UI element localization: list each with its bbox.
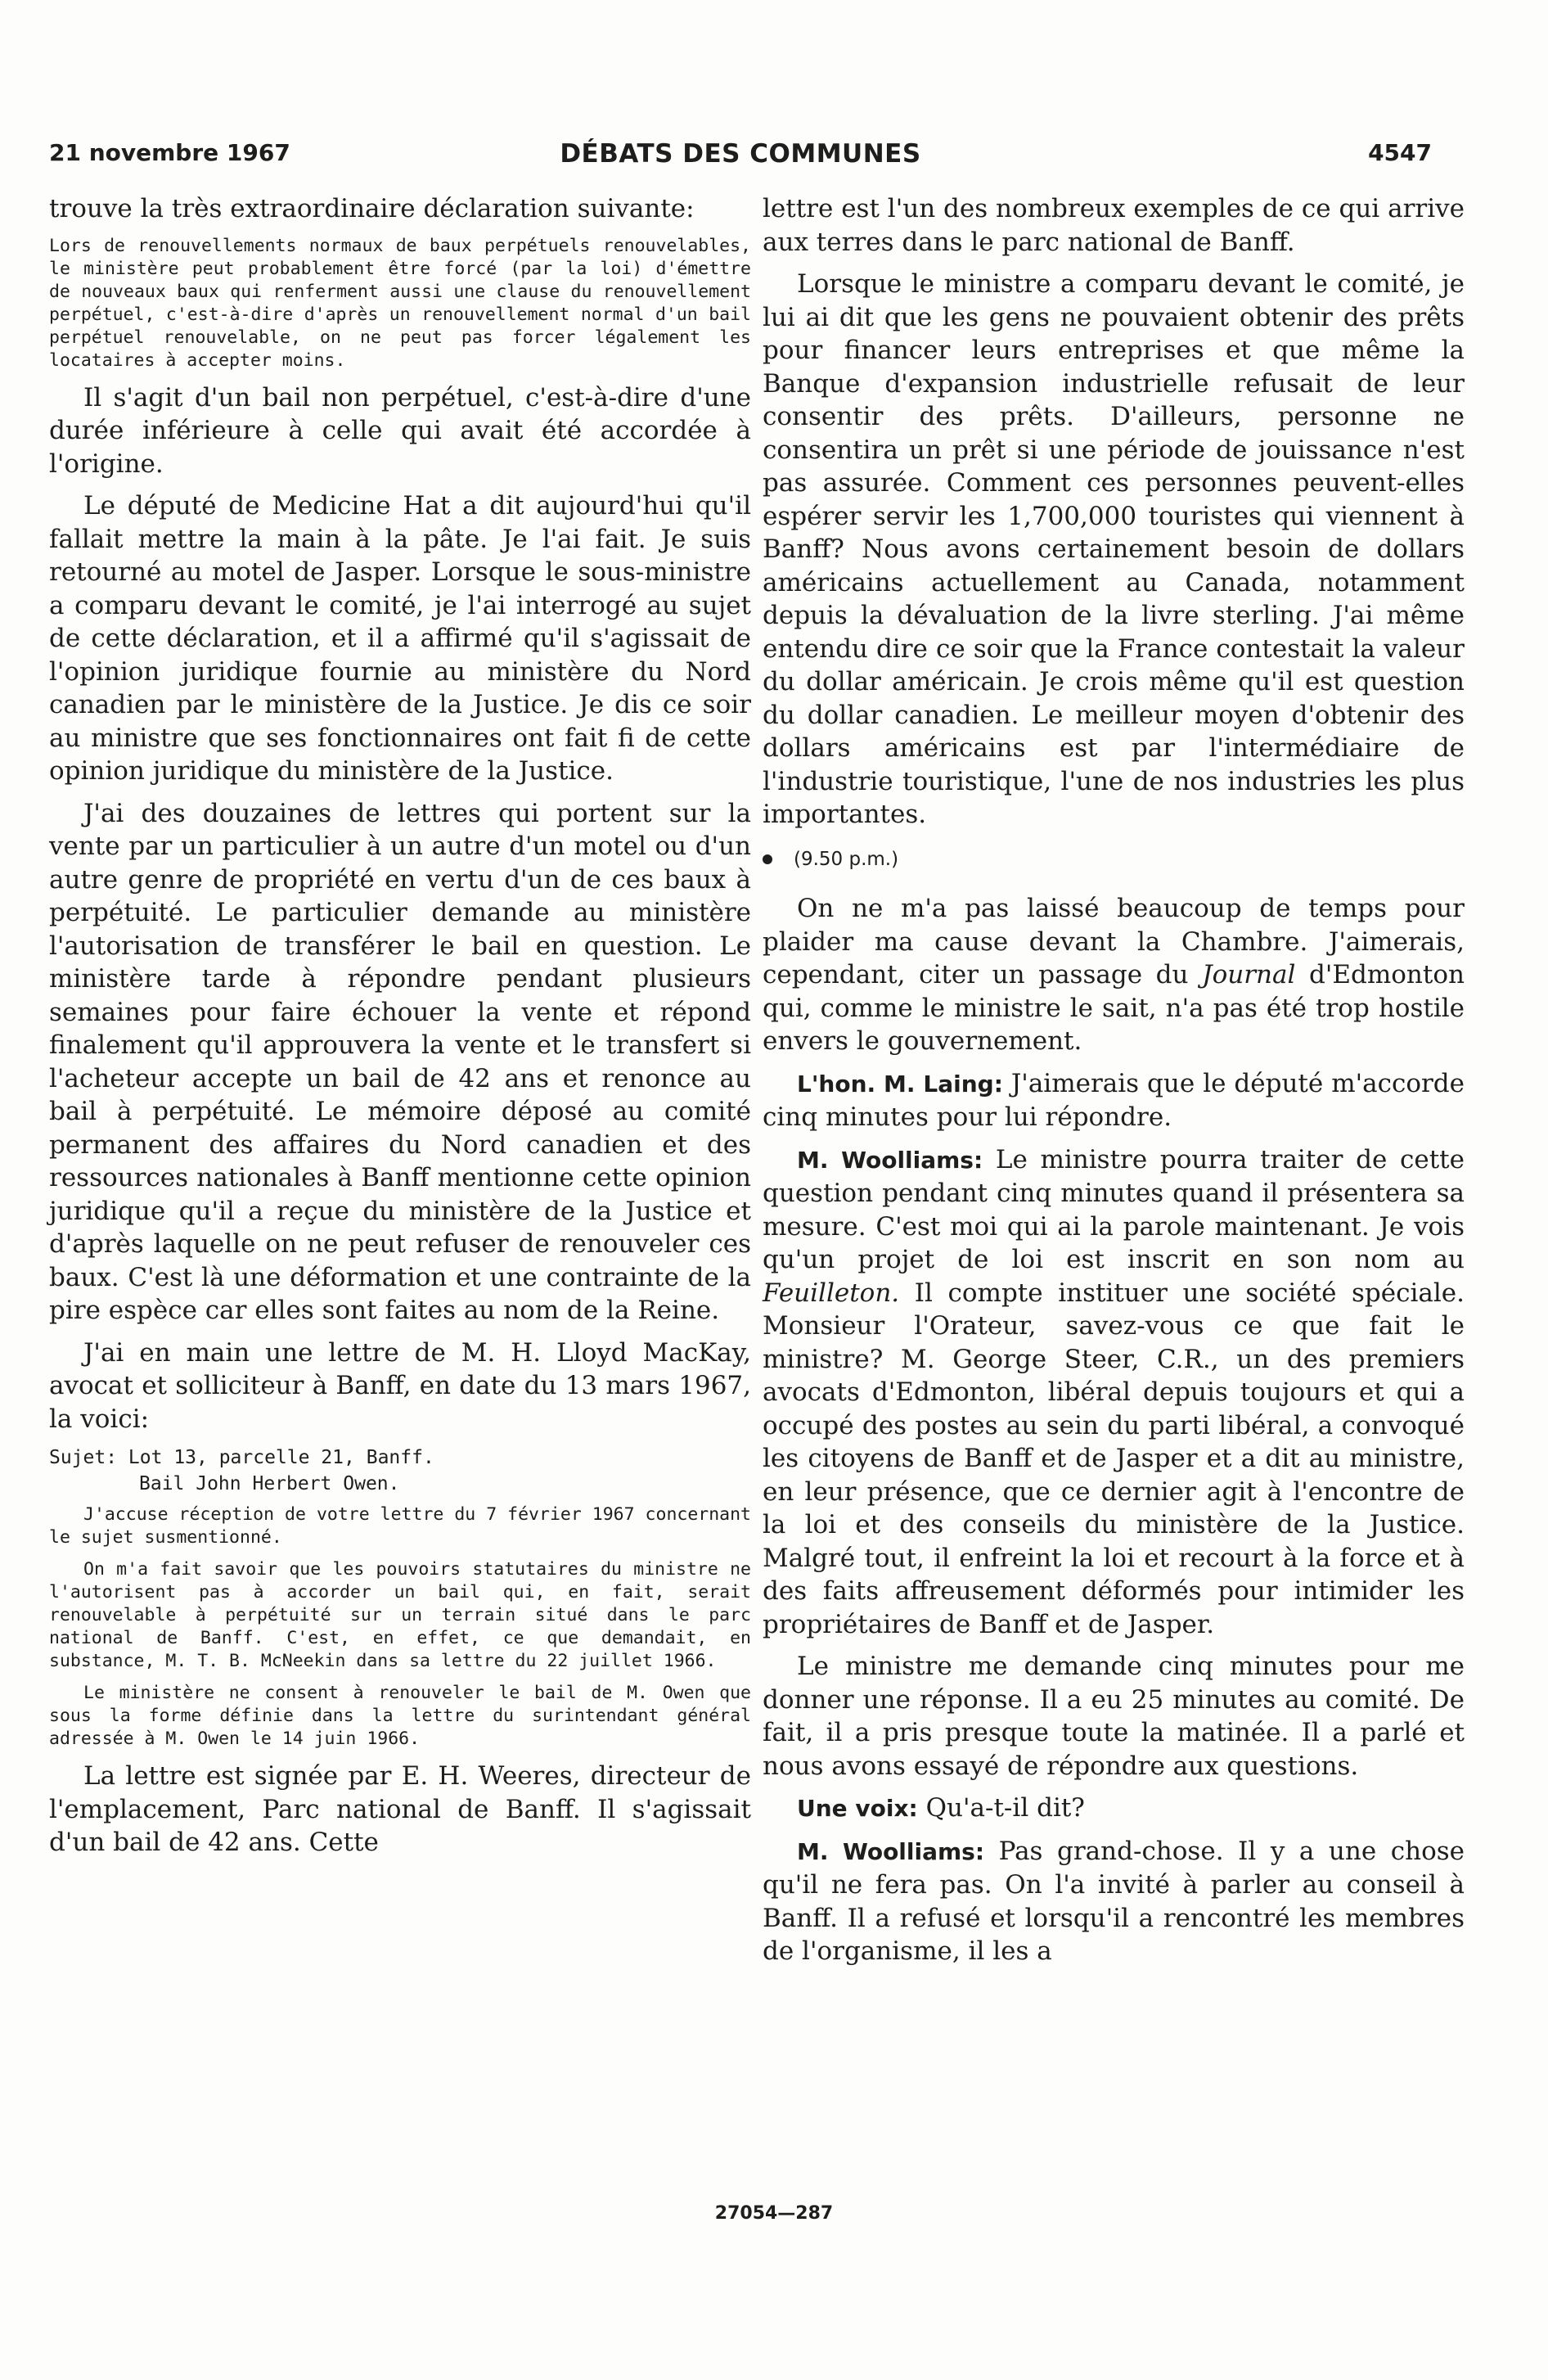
subject-line: Sujet: Lot 13, parcelle 21, Banff. <box>49 1447 434 1468</box>
header-date: 21 novembre 1967 <box>49 139 290 166</box>
speech-text: J'aimerais que le député m'accorde cinq minutes pour lui répondre. <box>763 1068 1465 1132</box>
paragraph: J'ai en main une lettre de M. H. Lloyd MacKay, avocat et solliciteur à Banff, en date du 13 mars 1967, la voici: <box>49 1337 751 1434</box>
paragraph: lettre est l'un des nombreux exemples de ce qui arrive aux terres dans le parc national de Banff. <box>763 194 1465 257</box>
speech-text: Le ministre pourra traiter de cette question pendant cinq minutes quand il présentera sa mesure. C'est moi qui ai la parole maintenant. Je vois qu'un projet de loi est inscrit en son nom au <box>763 1144 1465 1274</box>
speech <box>763 1792 1465 1826</box>
page-header <box>49 131 1432 180</box>
quotation: Lors de renouvellements normaux de baux perpétuels renouvelables, le ministère peut probablement être forcé (par la loi) d'émettre de nouveaux baux qui renferment aussi une clause du renouvellement perpétuel, c'est-à-dire d'après un renouvellement normal d'un bail perpétuel renouvelable, on ne peut pas forcer légalement les locataires à accepter moins. <box>49 235 751 371</box>
left-column <box>49 192 751 1868</box>
paragraph: Le ministre me demande cinq minutes pour me donner une réponse. Il a eu 25 minutes au comité. De fait, il a pris presque toute la matinée. Il a parlé et nous avons essayé de répondre aux questions. <box>763 1652 1465 1781</box>
text-run: d'Edmonton qui, comme le ministre le sait, n'a pas été trop hostile envers le gouvernement. <box>763 960 1465 1056</box>
subject-line: Bail John Herbert Owen. <box>139 1473 400 1494</box>
paragraph: Il s'agit d'un bail non perpétuel, c'est-à-dire d'une durée inférieure à celle qui avait été accordée à l'origine. <box>49 382 751 479</box>
journal-title: Journal <box>1202 960 1296 989</box>
feuilleton-title: Feuilleton. <box>763 1278 900 1308</box>
page-footer-code: 27054—287 <box>714 2203 834 2224</box>
speech-text: Qu'a-t-il dit? <box>917 1793 1085 1823</box>
letter-subject <box>49 1445 751 1497</box>
paragraph: Lorsque le ministre a comparu devant le comité, je lui ai dit que les gens ne pouvaient obtenir des prêts pour financer leurs entreprises et que même la Banque d'expansion industrielle refusait de leur consentir des prêts. D'ailleurs, personne ne consentira un prêt si une période de jouissance n'est pas assurée. Comment ces personnes peuvent-elles espérer servir les 1,700,000 touristes qui viennent à Banff? Nous avons certainement besoin de dollars américains actuellement au Canada, notamment depuis la dévaluation de la livre sterling. J'ai même entendu dire ce soir que la France contestait la valeur du dollar américain. Je crois même qu'il est question du dollar canadien. Le meilleur moyen d'obtenir des dollars américains est par l'intermédiaire de l'industrie touristique, l'une de nos industries les plus importantes. <box>763 269 1465 829</box>
speaker-name: M. Woolliams: <box>797 1146 983 1174</box>
speech <box>763 1067 1465 1134</box>
speech <box>763 1835 1465 1968</box>
speech-text: Il compte instituer une société spéciale. Monsieur l'Orateur, savez-vous ce que fait le ministre? M. George Steer, C.R., un des premiers avocats d'Edmonton, libéral depuis toujours et qui a occupé des postes au sein du parti libéral, a convoqué les citoyens de Banff et de Jasper et a dit au ministre, en leur présence, que ce dernier agit à l'encontre de la loi et des conseils du ministère de la Justice. Malgré tout, il enfreint la loi et recourt à la force et à des faits affreusement déformés pour intimider les propriétaires de Banff et de Jasper. <box>763 1278 1465 1639</box>
paragraph: J'ai des douzaines de lettres qui portent sur la vente par un particulier à un autre d'un motel ou d'un autre genre de propriété en vertu d'un de ces baux à perpétuité. Le particulier demande au ministère l'autorisation de transférer le bail en question. Le ministère tarde à répondre pendant plusieurs semaines pour faire échouer la vente et répond finalement qu'il approuvera la vente et le transfert si l'acheteur accepte un bail de 42 ans et renonce au bail à perpétuité. Le mémoire déposé au comité permanent des affaires du Nord canadien et des ressources nationales à Banff mentionne cette opinion juridique qu'il a reçue du ministère de la Justice et d'après laquelle on ne peut refuser de renouveler ces baux. C'est là une déformation et une contrainte de la pire espèce car elles sont faites au nom de la Reine. <box>49 798 751 1325</box>
speaker-name: M. Woolliams: <box>797 1837 985 1865</box>
paragraph: trouve la très extraordinaire déclaration suivante: <box>49 194 695 223</box>
paragraph <box>763 892 1465 1058</box>
quotation: Le ministère ne consent à renouveler le bail de M. Owen que sous la forme définie dans la lettre du surintendant général adressée à M. Owen le 14 juin 1966. <box>49 1683 751 1749</box>
quotation: On m'a fait savoir que les pouvoirs statutaires du ministre ne l'autorisent pas à accorder un bail qui, en fait, serait renouvelable à perpétuité sur un terrain situé dans le parc national de Banff. C'est, en effet, ce que demandait, en substance, M. T. B. McNeekin dans sa lettre du 22 juillet 1966. <box>49 1559 751 1671</box>
speech <box>763 1143 1465 1642</box>
speech-text: Pas grand-chose. Il y a une chose qu'il ne fera pas. On l'a invité à parler au conseil à Banff. Il a refusé et lorsqu'il a rencontré les membres de l'organisme, il les a <box>763 1836 1465 1966</box>
speaker-name: L'hon. M. Laing: <box>797 1070 1003 1098</box>
header-title: DÉBATS DES COMMUNES <box>560 139 921 169</box>
paragraph: La lettre est signée par E. H. Weeres, directeur de l'emplacement, Parc national de Banff. Il s'agissait d'un bail de 42 ans. Cette <box>49 1761 751 1857</box>
speaker-name: Une voix: <box>797 1795 918 1822</box>
timestamp <box>763 843 1465 877</box>
paragraph: Le député de Medicine Hat a dit aujourd'hui qu'il fallait mettre la main à la pâte. Je l'ai fait. Je suis retourné au motel de Jasper. Lorsque le sous-ministre a comparu devant le comité, je l'ai interrogé au sujet de cette déclaration, et il a affirmé qu'il s'agissait de l'opinion juridique fournie au ministère du Nord canadien par le ministère de la Justice. Je dis ce soir au ministre que ses fonctionnaires ont fait fi de cette opinion juridique du ministère de la Justice. <box>49 491 751 786</box>
timestamp-text: (9.50 p.m.) <box>794 848 899 870</box>
right-column <box>763 192 1465 1977</box>
quotation: J'accuse réception de votre lettre du 7 février 1967 concernant le sujet susmentionné. <box>49 1504 751 1548</box>
bullet-icon <box>763 854 772 864</box>
text-run: On ne m'a pas laissé beaucoup de temps pour plaider ma cause devant la Chambre. J'aimerais, cependant, citer un passage du <box>763 894 1465 989</box>
header-page-number: 4547 <box>1368 139 1432 166</box>
